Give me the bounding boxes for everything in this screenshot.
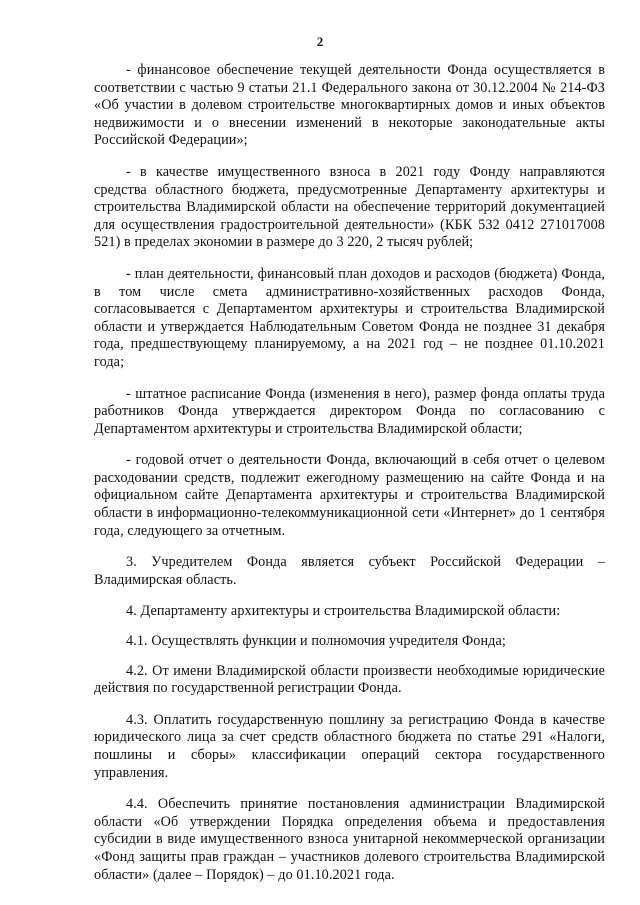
paragraph-financing: - финансовое обеспечение текущей деятельности Фонда осуществляется в соответствии с частью 9 статьи 21.1 Федерального закона от 30.12.2004 № 214-ФЗ «Об участии в долевом строительстве многоквартирных домов и иных объектов недвижимости и о внесении изменений в некоторые законодательные акты Российской Федерации»;: [94, 62, 605, 149]
paragraph-annual-report: - годовой отчет о деятельности Фонда, включающий в себя отчет о целевом расходовании средств, подлежит ежегодному размещению на сайте Фонда и на официальном сайте Департамента архитектуры и строительства Владимирской области в информационно-телекоммуникационной сети «Интернет» до 1 сентября года, следующего за отчетным.: [94, 452, 605, 539]
paragraph-activity-plan: - план деятельности, финансовый план доходов и расходов (бюджета) Фонда, в том числе смета административно-хозяйственных расходов Фонда, согласовывается с Департаментом архитектуры и строительства Владимирской области и утверждается Наблюдательным Советом Фонда не позднее 31 декабря года, предшествующему планируемому, а на 2021 год – не позднее 01.10.2021 года;: [94, 265, 605, 370]
paragraph-4-3: 4.3. Оплатить государственную пошлину за регистрацию Фонда в качестве юридического лица за счет средств областного бюджета по статье 291 «Налоги, пошлины и сборы» классификации операций сектора государственного управления.: [94, 711, 605, 781]
document-body: [94, 62, 605, 898]
paragraph-property-contribution: - в качестве имущественного взноса в 2021 году Фонду направляются средства областного бюджета, предусмотренные Департаменту архитектуры и строительства Владимирской области на обеспечение территорий документацией для осуществления градостроительной деятельности» (КБК 532 0412 271017008 521) в пределах экономии в размере до 3 220, 2 тысяч рублей;: [94, 163, 605, 251]
paragraph-department: 4. Департаменту архитектуры и строительства Владимирской области:: [126, 603, 561, 620]
page-number: 2: [316, 34, 324, 49]
paragraph-4-2: 4.2. От имени Владимирской области произвести необходимые юридические действия по государственной регистрации Фонда.: [94, 662, 605, 697]
paragraph-4-4: 4.4. Обеспечить принятие постановления администрации Владимирской области «Об утверждении Порядка определения объема и предоставления субсидии в виде имущественного взноса унитарной некоммерческой организации «Фонд защиты прав граждан – участников долевого строительства Владимирской области» (далее – Порядок) – до 01.10.2021 года.: [94, 796, 605, 883]
paragraph-founder: 3. Учредителем Фонда является субъект Российской Федерации – Владимирская область.: [94, 554, 605, 588]
paragraph-4-1: 4.1. Осуществлять функции и полномочия учредителя Фонда;: [126, 633, 506, 650]
paragraph-staffing: - штатное расписание Фонда (изменения в него), размер фонда оплаты труда работников Фонда утверждается директором Фонда по согласованию с Департаментом архитектуры и строительства Владимирской области;: [94, 385, 605, 437]
